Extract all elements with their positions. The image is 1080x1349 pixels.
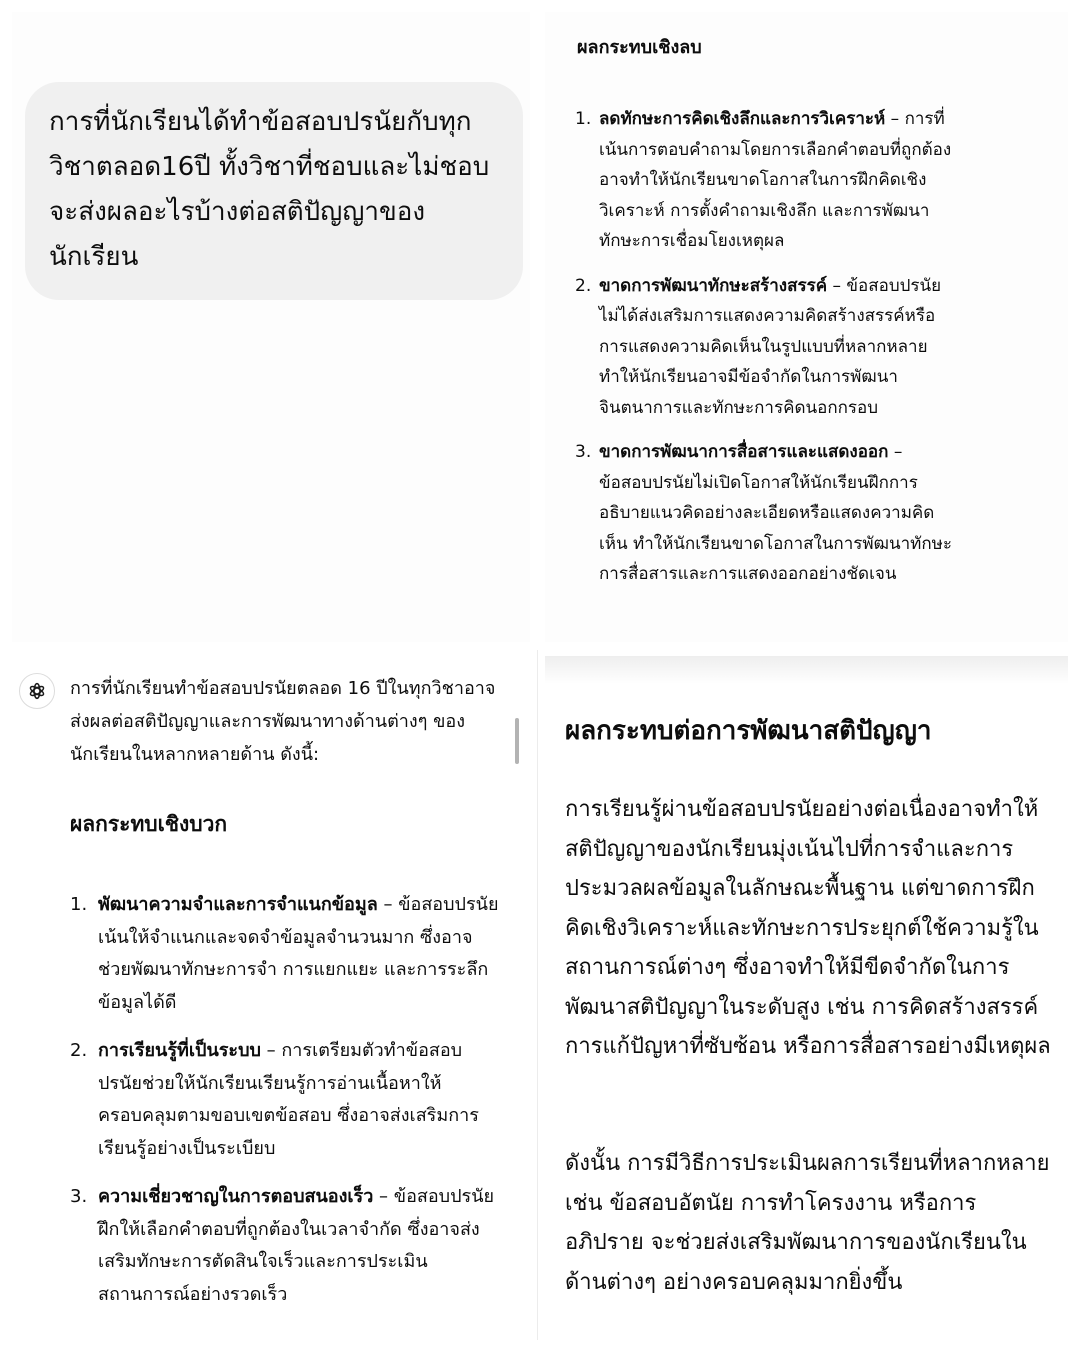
panel-divider — [537, 650, 538, 1340]
list-item: 1. ลดทักษะการคิดเชิงลึกและการวิเคราะห์ – การที่เน้นการตอบคำถามโดยการเลือกคำตอบที่ถูกต้อง อาจทำให้นักเรียนขาดโอกาสในการฝึกคิดเชิงวิเคราะห์ การตั้งคำถามเชิงลึก และการพัฒนาทักษะการเชื่อมโยงเหตุผล — [575, 109, 952, 251]
list-item: 3. ขาดการพัฒนาการสื่อสารและแสดงออก – ข้อสอบปรนัยไม่เปิดโอกาสให้นักเรียนฝึกการอธิบายแนวคิดอย่างละเอียดหรือแสดงความคิดเห็น ทำให้นักเรียนขาดโอกาสในการพัฒนาทักษะการสื่อสารและการแสดงออกอย่างชัดเจน — [575, 442, 952, 584]
chatgpt-logo-icon — [19, 673, 55, 709]
negative-list — [575, 104, 960, 604]
user-message-bubble: การที่นักเรียนได้ทำข้อสอบปรนัยกับทุกวิชาตลอด16ปี ทั้งวิชาที่ชอบและไม่ชอบ จะส่งผลอะไรบ้างต่อสติปัญญาของนักเรียน — [25, 82, 523, 300]
negative-heading: ผลกระทบเชิงลบ — [577, 37, 702, 58]
assistant-message-panel — [12, 656, 530, 1336]
positive-heading: ผลกระทบเชิงบวก — [70, 812, 228, 836]
intelligence-impact-panel — [545, 656, 1068, 1336]
assistant-intro: การที่นักเรียนทำข้อสอบปรนัยตลอด 16 ปีในทุกวิชาอาจส่งผลต่อสติปัญญาและการพัฒนาทางด้านต่างๆ ของนักเรียนในหลากหลายด้าน ดังนี้: — [70, 678, 496, 765]
user-message-panel — [12, 12, 530, 642]
list-item: 1. พัฒนาความจำและการจำแนกข้อมูล – ข้อสอบปรนัยเน้นให้จำแนกและจดจำข้อมูลจำนวนมาก ซึ่งอาจช่วยพัฒนาทักษะการจำ การแยกแยะ และการระลึกข้อมูลได้ดี — [70, 894, 499, 1013]
positive-list — [70, 889, 500, 1327]
conclusion-paragraph: ดังนั้น การมีวิธีการประเมินผลการเรียนที่หลากหลาย เช่น ข้อสอบอัตนัย การทำโครงงาน หรือการอภิปราย จะช่วยส่งเสริมพัฒนาการของนักเรียนในด้านต่างๆ อย่างครอบคลุมมากยิ่งขึ้น — [565, 1151, 1050, 1295]
intelligence-paragraph: การเรียนรู้ผ่านข้อสอบปรนัยอย่างต่อเนื่องอาจทำให้สติปัญญาของนักเรียนมุ่งเน้นไปที่การจำและการประมวลผลข้อมูลในลักษณะพื้นฐาน แต่ขาดการฝึกคิดเชิงวิเคราะห์และทักษะการประยุกต์ใช้ความรู้ในสถานการณ์ต่างๆ ซึ่งอาจทำให้มีขีดจำกัดในการพัฒนาสติปัญญาในระดับสูง เช่น การคิดสร้างสรรค์ การแก้ปัญหาที่ซับซ้อน หรือการสื่อสารอย่างมีเหตุผล — [565, 797, 1051, 1059]
list-item: 2. การเรียนรู้ที่เป็นระบบ – การเตรียมตัวทำข้อสอบปรนัยช่วยให้นักเรียนเรียนรู้การอ่านเนื้อหาให้ครอบคลุมตามขอบเขตข้อสอบ ซึ่งอาจส่งเสริมการเรียนรู้อย่างเป็นระเบียบ — [70, 1040, 479, 1159]
negative-effects-panel — [545, 12, 1068, 642]
intelligence-heading: ผลกระทบต่อการพัฒนาสติปัญญา — [565, 716, 932, 746]
scrollbar[interactable] — [515, 718, 519, 764]
scroll-fade — [545, 656, 1068, 684]
list-item: 3. ความเชี่ยวชาญในการตอบสนองเร็ว – ข้อสอบปรนัยฝึกให้เลือกคำตอบที่ถูกต้องในเวลาจำกัด ซึ่งอาจส่งเสริมทักษะการตัดสินใจเร็วและการประเมินสถานการณ์อย่างรวดเร็ว — [70, 1186, 495, 1305]
list-item: 2. ขาดการพัฒนาทักษะสร้างสรรค์ – ข้อสอบปรนัยไม่ได้ส่งเสริมการแสดงความคิดสร้างสรรค์หรือการแสดงความคิดเห็นในรูปแบบที่หลากหลาย ทำให้นักเรียนอาจมีข้อจำกัดในการพัฒนาจินตนาการและทักษะการคิดนอกกรอบ — [575, 275, 942, 418]
